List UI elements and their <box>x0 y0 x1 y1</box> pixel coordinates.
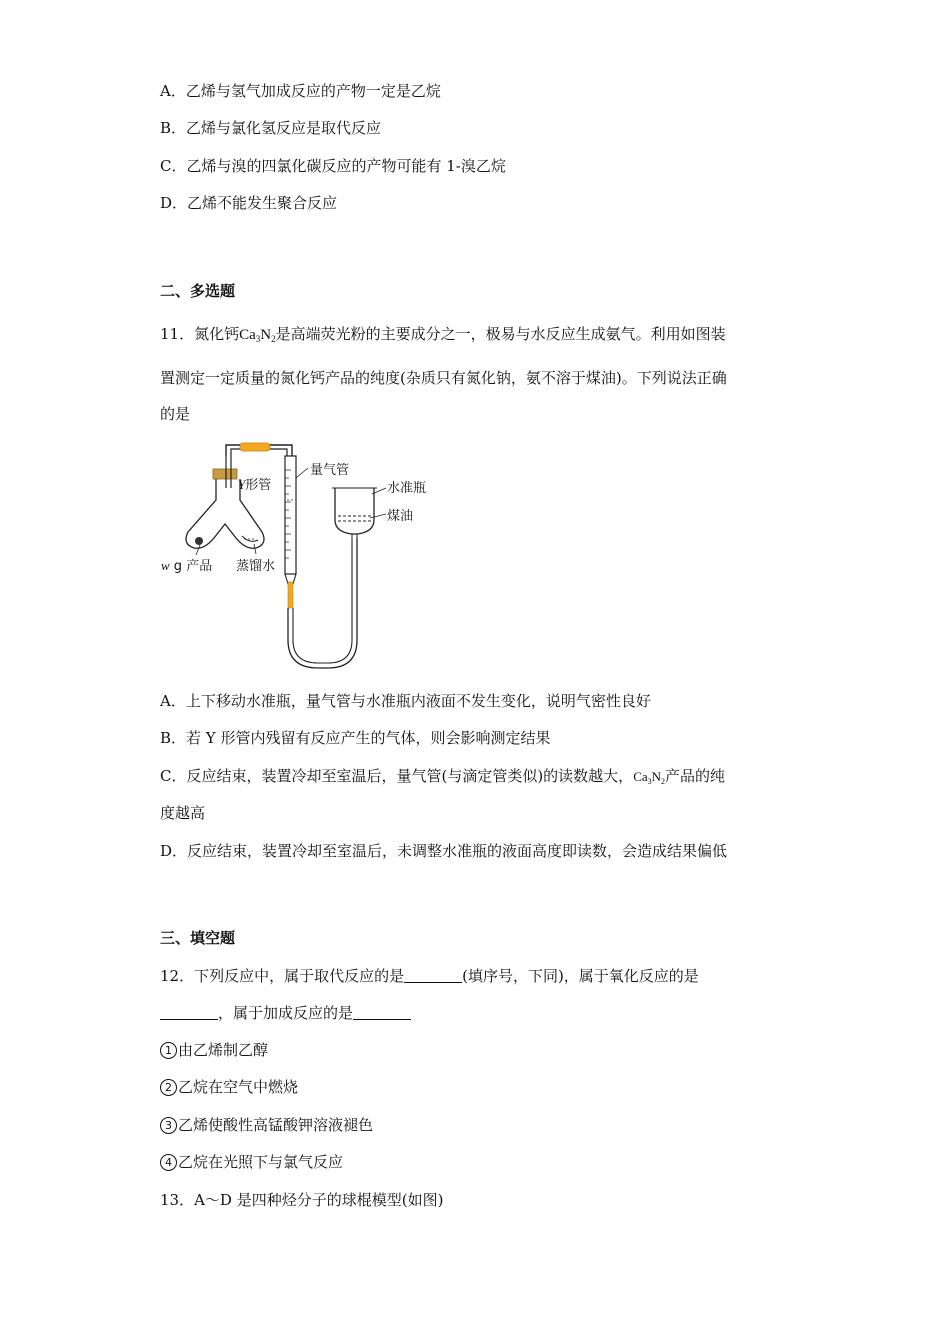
section-heading-multiple-choice: 二、多选题 <box>160 282 236 300</box>
q11-stem-line2: 置测定一定质量的氮化钙产品的纯度(杂质只有氮化钠，氨不溶于煤油)。下列说法正确 <box>160 369 727 387</box>
q11-option-a: A．上下移动水准瓶，量气管与水准瓶内液面不发生变化，说明气密性良好 <box>160 692 651 710</box>
rubber-tube-bottom <box>288 582 293 608</box>
q11-option-c-line2: 度越高 <box>160 804 206 822</box>
level-bottle <box>335 488 374 534</box>
label-product: w g 产品 <box>161 558 213 574</box>
label-y-tube: Y形管 <box>238 477 272 493</box>
answer-blank-substitution[interactable] <box>404 968 462 983</box>
q10-option-a: A．乙烯与氢气加成反应的产物一定是乙烷 <box>160 82 441 100</box>
answer-blank-oxidation[interactable] <box>160 1005 218 1020</box>
q12-item-2: 2 乙烷在空气中燃烧 <box>160 1077 298 1097</box>
q10-option-b: B．乙烯与氯化氢反应是取代反应 <box>160 119 382 137</box>
q11-stem-text: 是高端荧光粉的主要成分之一，极易与水反应生成氨气。利用如图装 <box>275 325 726 343</box>
label-kerosene: 煤油 <box>387 509 414 524</box>
circled-number: 3 <box>160 1117 177 1134</box>
q11-number-prefix: 11．氮化钙 <box>160 325 240 343</box>
q10-option-d: D．乙烯不能发生聚合反应 <box>160 194 338 212</box>
q11-option-b: B．若 Y 形管内残留有反应产生的气体，则会影响测定结果 <box>160 729 551 747</box>
apparatus-figure <box>158 440 458 675</box>
q12-item-1: 1 由乙烯制乙醇 <box>160 1040 268 1060</box>
gas-measuring-tube <box>285 456 296 574</box>
rubber-tube-top <box>240 443 270 451</box>
label-distilled-water: 蒸馏水 <box>236 559 276 574</box>
formula-ca3n2: $Ca_3N_2$ <box>239 327 276 344</box>
circled-number: 1 <box>160 1042 177 1059</box>
section-heading-fill-in: 三、填空题 <box>160 929 236 947</box>
label-level-bottle: 水准瓶 <box>387 481 427 496</box>
q13-stem: 13．A～D 是四种烃分子的球棍模型(如图) <box>160 1191 444 1209</box>
circled-number: 2 <box>160 1079 177 1096</box>
q11-option-d: D．反应结束，装置冷却至室温后，未调整水准瓶的液面高度即读数，会造成结果偏低 <box>160 842 728 860</box>
q12-item-4: 4 乙烷在光照下与氯气反应 <box>160 1152 343 1172</box>
formula-ca3n2-small: $Ca_3N_2$ <box>633 769 666 786</box>
q12-item-3: 3 乙烯使酸性高锰酸钾溶液褪色 <box>160 1115 373 1135</box>
q11-stem-line1 <box>160 324 726 349</box>
q11-option-c-line1: C．反应结束，装置冷却至室温后，量气管(与滴定管类似)的读数越大，$Ca_3N_2$产品的纯 <box>160 767 726 786</box>
q12-stem-line2: ，属于加成反应的是 <box>160 1003 411 1023</box>
q11-stem-line3: 的是 <box>160 405 191 423</box>
q12-stem-line1: 12．下列反应中，属于取代反应的是 (填序号，下同)，属于氧化反应的是 <box>160 967 699 985</box>
stopper <box>213 469 237 479</box>
answer-blank-addition[interactable] <box>353 1005 411 1020</box>
product-solid <box>195 537 203 545</box>
circled-number: 4 <box>160 1154 177 1171</box>
q10-option-c: C．乙烯与溴的四氯化碳反应的产物可能有 1-溴乙烷 <box>160 157 506 175</box>
label-gas-measuring-tube: 量气管 <box>310 463 350 478</box>
